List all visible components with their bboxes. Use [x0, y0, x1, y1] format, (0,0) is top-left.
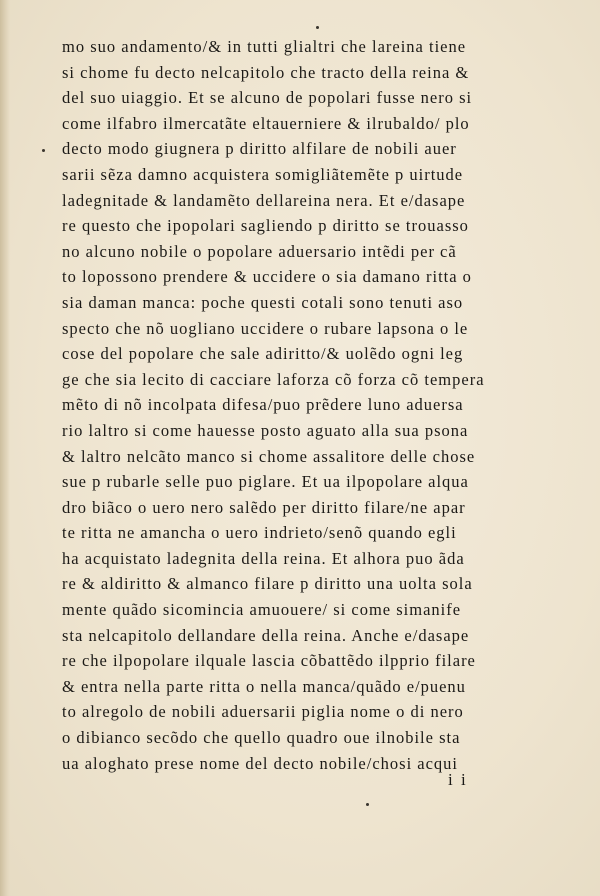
text-line: & entra nella parte ritta o nella manca/quãdo e/puenu — [62, 676, 466, 696]
text-line: sarii sẽza damno acquistera somigliãtemẽte p uirtude — [62, 164, 464, 184]
text-line: sue p rubarle selle puo piglare. Et ua ilpopolare alqua — [62, 472, 469, 492]
text-line: sia daman manca: poche questi cotali sono tenuti aso — [62, 292, 464, 312]
text-line: sta nelcapitolo dellandare della reina. Anche e/dasape — [62, 625, 470, 645]
page-gutter-shadow — [0, 0, 10, 896]
text-line: mente quãdo sicomincia amuouere/ si come simanife — [62, 600, 462, 620]
text-line: o dibianco secõdo che quello quadro oue ilnobile sta — [62, 728, 461, 748]
text-line: ge che sia lecito di cacciare laforza cõ forza cõ tempera — [62, 369, 485, 389]
text-line: cose del popolare che sale adiritto/& uolẽdo ogni leg — [62, 344, 464, 364]
text-line: rio laltro si come hauesse posto aguato alla sua psona — [62, 420, 469, 440]
text-line: decto modo giugnera p diritto alfilare de nobili auer — [62, 139, 457, 159]
text-line: dro biãco o uero nero salẽdo per diritto filare/ne apar — [62, 497, 466, 517]
text-line: ladegnitade & landamẽto dellareina nera. Et e/dasape — [62, 190, 466, 210]
ink-speck — [366, 803, 369, 806]
text-line: mo suo andamento/& in tutti glialtri che lareina tiene — [62, 37, 467, 56]
text-line: te ritta ne amancha o uero indrieto/senõ quando egli — [62, 523, 457, 543]
text-line: ha acquistato ladegnita della reina. Et alhora puo ãda — [62, 548, 465, 568]
text-line: del suo uiaggio. Et se alcuno de popolari fusse nero si — [62, 88, 473, 108]
text-line: specto che nõ uogliano uccidere o rubare lapsona o le — [62, 318, 469, 338]
folio-signature: i i — [448, 770, 468, 789]
text-line: re che ilpopolare ilquale lascia cõbattẽdo ilpprio filare — [62, 651, 476, 671]
ink-speck — [316, 26, 319, 29]
text-line: to alregolo de nobili aduersarii piglia nome o di nero — [62, 702, 464, 722]
text-line: to lopossono prendere & uccidere o sia damano ritta o — [62, 267, 472, 287]
text-line: ua aloghato prese nome del decto nobile/chosi acqui — [62, 753, 459, 773]
ink-speck — [42, 149, 45, 152]
text-line: si chome fu decto nelcapitolo che tracto della reina & — [62, 62, 470, 82]
text-line: no alcuno nobile o popolare aduersario intẽdi per cã — [62, 241, 457, 261]
text-line: mẽto di nõ incolpata difesa/puo prẽdere luno aduersa — [62, 395, 464, 415]
text-line: & laltro nelcãto manco si chome assalitore delle chose — [62, 446, 476, 466]
text-line: come ilfabro ilmercatãte eltauerniere & ilrubaldo/ plo — [62, 113, 470, 133]
text-line: re & aldiritto & almanco filare p diritto una uolta sola — [62, 574, 473, 594]
text-block — [62, 34, 522, 776]
text-line: re questo che ipopolari sagliendo p diritto se trouasso — [62, 216, 469, 236]
